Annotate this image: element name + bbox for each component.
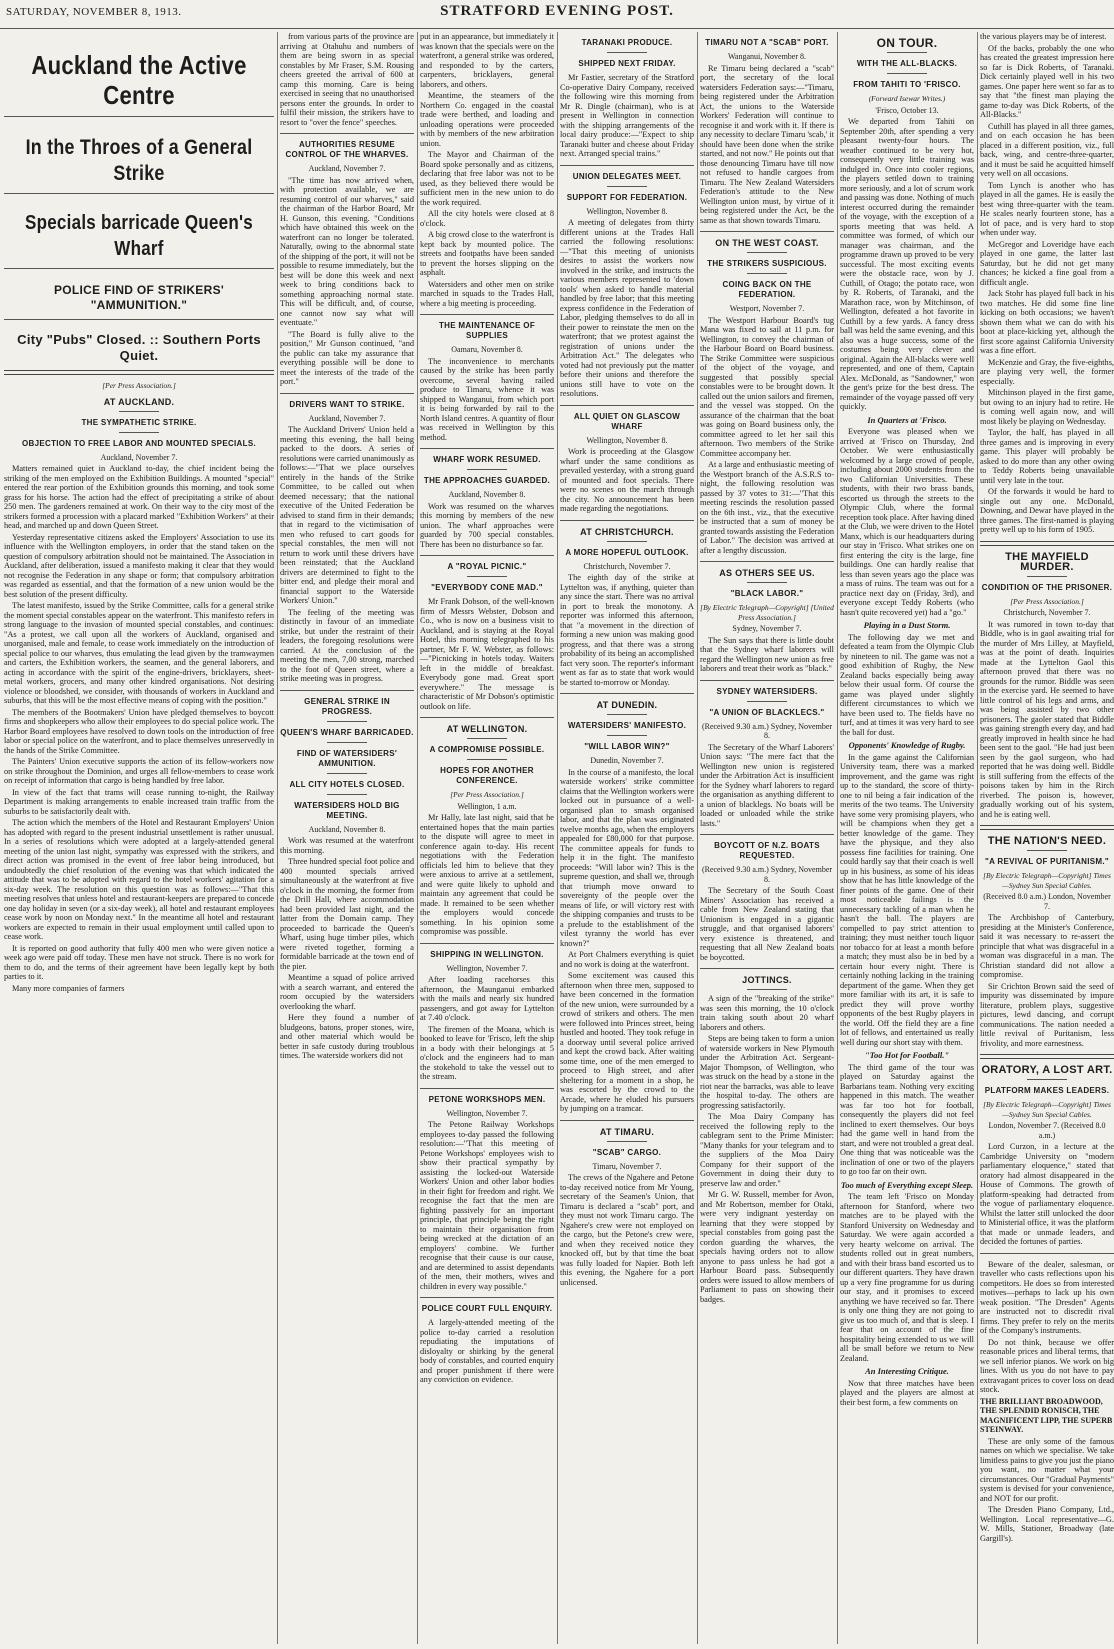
article-paragraph: In the course of a manifesto, the local waterside workers' strike committee claims that the Wellington workers were locked out in pursuance of a well-organised plan to smash organised labor, and that the plan was originated twelve months ago, when the employers appealed for £80,000 for that purpose. The committee appeals for funds to help it in the fight. The manifesto proceeds: "Will labor win? This is the supreme question, and shall we, through that triumph move onward to sovereignty of the people over the means of life, or will victory rest with the shipping companies and trusts to be a prelude to the establishment of the vilest tyranny the world has ever known?" [560, 767, 694, 948]
advert-piano-brands: THE BRILLIANT BROADWOOD, THE SPLENDID RONISCH, THE MAGNIFICENT LIPP, THE SUPERB STEINWAY. [980, 1396, 1113, 1434]
divider [4, 370, 274, 375]
section-head: AT CHRISTCHURCH. [580, 526, 674, 537]
article-paragraph: McGregor and Loveridge have each played in one game, the latter last Saturday, but he did not get many chances; he kicked a fine goal from a difficult angle. [980, 239, 1114, 287]
section-head: POLICE COURT FULL ENQUIRY. [421, 1304, 553, 1313]
section-head: ALL QUIET ON GLASCOW WHARF [573, 411, 681, 431]
divider [467, 738, 507, 739]
article-paragraph: In the game against the Californian University team, there was a marked improvement, and the game was right up to the standard, the score of thirty-one to nil being a fair indication of the merits of the two teams. The University have some very promising players, who will be champions when they get a better knowledge of the game. They have the physique, and they also possess fine facilities for training. One could hardly say that their coach is well up in his business, as some of his ideas show that he has little knowledge of the finer points of the game. One of their most noticeable failings is the unnecessary tackling of a man when he hasn't the ball. The players are compelled to pay strict attention to training; they must neither touch liquor nor tobacco for at least a month before a match; they must also be in bed by a certain hour every night. There is certainly nothing lacking in the training department of the game. When they get more familiar with its art, it is safe to predict they will prove worthy opponents of the best Rugby players in the world. Off the field they are a fine lot of fellows, and entertained us really well during our short stay with them. [840, 752, 974, 1047]
article-paragraph: It was rumored in town to-day that Biddle, who is in gaol awaiting trial for the murder of Mrs Lilley, at Mayfield, was at the point of death. Inquiries made at the Lyttelton Gaol this afternoon proved that there was no grounds for the rumor. Biddle was seen in the exercise yard. He seemed to have little control of his legs and arms, and was being assisted by two other prisoners. The gaoler stated that Biddle was gaining strength every day, and had greatly improved in health since he had been sent to the gaol. "He had just been seen by the gaol surgeon, who had reported that he was doing well. Biddle is still suffering from the effects of the poisons taken by him in the Rirch riverbed. The poison is, however, gradually working out of his system, and he is eating well. [980, 619, 1114, 819]
divider [607, 186, 647, 187]
column-rule [557, 32, 558, 1644]
article-paragraph: the various players may be of interest. [980, 32, 1107, 41]
dateline: (Received 8.0 a.m.) London, November 7. [983, 892, 1111, 911]
article-paragraph: The Sun says that there is little doubt that the Sydney wharf laborers will regard the Wellington new union as free laborers and treat their work as "black." [700, 635, 834, 673]
press-credit: [Per Press Association.] [102, 381, 176, 390]
article-paragraph: "The time has now arrived when, with protection available, we are resuming control of our wharves," said the chairman of the Harbor Board, Mr H. Gunson, this evening. "Conditions which have obtained this week on the waterfront can no longer be tolerated. Naturally, owing to the abnormal state of the shipping of the port, it will not be possible to resume immediately, but the best will be done this week and next week to bring conditions back to something approaching normal state. This will be difficult, and, of course, one cannot now say what will eventuate." [280, 175, 414, 327]
dateline: Auckland, November 7. [308, 413, 386, 423]
article-paragraph: Three hundred special foot police and 400 mounted specials arrived simultaneously at the waterfront at five o'clock in the morning, the former from the Drill Hall, where accommodation had been provided last night, and the latter from the Domain camp. They proceeded to barricade the Queen's Wharf, using huge timber piles, which were riveted together, forming a formidable barricade at the town end of the pier. [280, 857, 414, 971]
advert-paragraph: Do not think, because we offer reasonable prices and liberal terms, that we sell inferior pianos. We work on big lines. With us you do not have to pay extravagant prices to cover loss on dead stock. [980, 1337, 1114, 1394]
cross-head: Too much of Everything except Sleep. [840, 1179, 974, 1190]
headline-police-find: POLICE FIND OF STRIKERS' "AMMUNITION." [53, 283, 225, 312]
cross-head: Opponents' Knowledge of Rugby. [848, 740, 966, 750]
column-rule [977, 32, 978, 1644]
sub-head: SUPPORT FOR FEDERATION. [566, 192, 688, 202]
article-paragraph: The feeling of the meeting was distinctly in favour of an immediate strike, but under the restraint of their leaders, the foregoing resolutions were carried. At the conclusion of the meeting the men, 7,00 strong, marched to the foot of Queen street, where a strike meeting was in progress. [280, 607, 414, 683]
article-paragraph: Now that three matches have been played and the players are almost at their best form, a few comments on [840, 1378, 974, 1407]
section-head: SHIPPING IN WELLINGTON. [430, 949, 544, 959]
dateline: Oamaru, November 8. [451, 345, 523, 354]
divider [747, 701, 787, 702]
article-paragraph: Sir Crichton Brown said the seed of impurity was disseminated by impure literature, problem plays, suggestive pictures, lewd dancing, and corrupt communications. The nation needed a little revival of Puritanism, less frivolity, and more earnestness. [980, 981, 1114, 1048]
sub-head: SHIPPED NEXT FRIDAY. [578, 59, 676, 68]
article-paragraph: The Petone Railway Workshops employees to-day passed the following resolution:—"That this meeting of Petone Workshops' employees wish to show their practical sympathy by assisting the locked-out Waterside Workers' Union and other labor bodies in their fight for freedom and right. We recognise the fact that the men are fighting passively for an important principle, that principle being the right to maintain their organisation from being wrecked at the dictation of an employers' combine. We further recognise that their cause is our cause, and are determined to assist dependants of the men, their mothers, wives and children in every way possible." [420, 1120, 554, 1291]
cross-head: "Too Hot for Football." [864, 1050, 950, 1060]
divider [327, 721, 367, 722]
sub-head: "BLACK LABOR." [730, 589, 804, 598]
article-paragraph: Of the forwards it would be hard to single out any one. McDonald, Downing, and Dewar have played in the three games. The first-named is playing pretty well up to his form of 1905. [980, 487, 1114, 534]
article-paragraph: The Moa Dairy Company has received the following reply to the cablegram sent to the Prime Minister: "Many thanks for your telegram and to the suppliers of the Moa Dairy Company for their support of the Government in doing their duty to preserve law and order." [700, 1112, 834, 1188]
dateline: Wanganui, November 8. [728, 52, 806, 61]
advert-paragraph: The Dresden Piano Company, Ltd., Wellington. Local representative—G. W. Mills, Stationer, Broadway (late Gargill's). [980, 1505, 1114, 1543]
divider [980, 541, 1114, 546]
column-4 [560, 32, 694, 1644]
divider [980, 1253, 1114, 1254]
divider [420, 717, 554, 718]
column-rule [697, 32, 698, 1644]
dateline: Westport, November 7. [729, 304, 805, 313]
dateline: Timaru, November 7. [592, 1161, 662, 1171]
divider [607, 541, 647, 542]
article-paragraph: The Mayor and Chairman of the Board spoke personally and as citizens, declaring that free labor was not to be used, as they believed there would be sufficient men in the new union to do the work required. [420, 150, 554, 207]
lead-headline-block [4, 50, 274, 391]
sub-head: THE APPROACHES GUARDED. [423, 476, 551, 485]
sub-head: CONDITION OF THE PRISONER. [981, 582, 1113, 592]
press-credit: [By Electric Telegraph—Copyright] [United Press Association.] [700, 603, 834, 622]
section-head: UNION DELEGATES MEET. [572, 171, 682, 181]
article-paragraph: Mr Frank Dobson, of the well-known firm of Messrs Webster, Dobson and Co., who is now on a business visit to Auckland, and is staying at the Royal Hotel, this morning telegraphed to his partner, Mr F. W. Webster, as follows:—"Picnicking in hotels today. Waiters left in the middle of breakfast. Everybody gone mad. Great sport everywhere." The message is characteristic of Mr Dobson's optimistic outlook on life. [420, 597, 554, 711]
divider [420, 555, 554, 556]
issue-date: SATURDAY, NOVEMBER 8, 1913. [6, 6, 182, 18]
headline-pubs-closed: City "Pubs" Closed. :: Southern Ports Quiet. [17, 332, 261, 363]
section-head: JOTTINCS. [742, 975, 792, 985]
article-paragraph: Mr G. W. Russell, member for Avon, and Mr Robertson, member for Otaki, were very indignant yesterday on learning that they were stopped by special constables from going past the cordon guarding the wharves, the specials having orders not to allow anyone to pass unless he had got a Harbour Board pass. Subsequently orders were issued to allow members of Parliament to pass on showing their badges. [700, 1190, 834, 1304]
masthead [0, 0, 1114, 29]
section-head: BOYCOTT OF N.Z. BOATS REQUESTED. [714, 841, 820, 860]
sub-head: WATERSIDERS HOLD BIG MEETING. [294, 800, 400, 820]
section-head: AUTHORITIES RESUME CONTROL OF THE WHARVES. [285, 140, 409, 159]
divider [420, 1088, 554, 1089]
column-rule [417, 32, 418, 1644]
dateline: Auckland, November 7. [100, 452, 178, 462]
column-2 [280, 32, 414, 1644]
sub-head: FIND OF WATERSIDERS' AMMUNITION. [296, 748, 398, 768]
sub-head: THE STRIKERS SUSPICIOUS. [707, 259, 827, 268]
article-paragraph: Matters remained quiet in Auckland to-day, the chief incident being the striking of the men employed on the Exhibition Buildings. A mounted "special" entered the rear portion of the Exhibition grounds this morning, and took some grass for his horse. The action had the effect of precipitating a strike of about 250 men. The gardeners remained at work. On their way to the city most of the strikers formed a procession with a placard marked "Exhibition Workers" at their head, and marched up and down Queen Street. [4, 464, 274, 530]
divider [327, 742, 367, 743]
sub-head: HOPES FOR ANOTHER CONFERENCE. [440, 766, 534, 785]
article-paragraph: Many more companies of farmers [12, 983, 125, 993]
section-head: ORATORY, A LOST ART. [981, 1064, 1113, 1076]
divider [747, 989, 787, 990]
dateline: 'Frisco, October 13. [875, 105, 939, 115]
article-paragraph: The third game of the tour was played on Saturday against the Barbarians team. Nothing very exciting happened in this match. The weather was far too hot for football, consequently the players did not feel inclined to exert themselves. Our boys had the game well in hand from the start, and were not troubled a great deal. One thing that was noticeable was the inclination of one or two of the players to go too far on their own. [840, 1062, 974, 1176]
article-paragraph: Mitchinson played in the first game, but owing to an injury had to retire. He is coming well again now, and will most likely be playing on Wednesday. [980, 388, 1114, 426]
sub-head: "WILL LABOR WIN?" [584, 742, 670, 751]
article-paragraph: The Painters' Union executive supports the action of its fellow-workers now on strike throughout the Dominion, and urges all fellow-members to cease work on receipt of information that cargo is being handled by free labor. [4, 757, 274, 785]
section-head: THE NATION'S NEED. [987, 835, 1107, 847]
sub-head: COING BACK ON THE FEDERATION. [722, 280, 812, 299]
sub-head: OBJECTION TO FREE LABOR AND MOUNTED SPECIALS. [22, 438, 256, 448]
divider [607, 735, 647, 736]
article-paragraph: The following day we met and defeated a team from the Olympic Club by nineteen to nil. The game was not a good exhibition of Rugby, the New Zealand backs especially being away below their usual form. Of course the game was played under slightly different circumstances to which we have been used to. The fields have no turf, and at times it was very hard to see the ball for dust. [840, 632, 974, 737]
dateline: Christchurch, November 7. [583, 561, 671, 571]
headline-main: Auckland the Active Centre [31, 50, 247, 110]
press-credit: [By Electric Telegraph—Copyright] Times—Sydney Sun Special Cables. [983, 871, 1111, 890]
divider [887, 73, 927, 74]
advert-paragraph: These are only some of the famous names on which we specialise. We take limitless pains to give you just the piano you want, no matter what your circumstances. Our "Gradual Payments" system is devised for your convenience, and NOT for our profit. [980, 1436, 1114, 1503]
divider [700, 834, 834, 835]
section-head: THE MAINTENANCE OF SUPPLIES [438, 321, 536, 340]
article-paragraph: Of the backs, probably the one who has created the greatest impression here so far is Dick Roberts, of Taranaki. Dick certainly played well in his two games. One paper here went so far as to say that "the finest man playing the game to-day was Dick Roberts, of the All-Blacks." [980, 43, 1114, 119]
article-paragraph: Meantime, the steamers of the Northern Co. engaged in the coastal trade were berthed, and loading and unloading operations were proceeded with by members of the new arbitration union. [420, 91, 554, 148]
column-rule [277, 32, 278, 1644]
divider [747, 273, 787, 274]
article-paragraph: The firemen of the Moana, which is booked to leave for 'Frisco, left the ship in a body with their belongings at 5 o'clock and the engineers had to man the stokehold to take the vessel out to the stream. [420, 1024, 554, 1081]
divider [560, 1120, 694, 1121]
article-paragraph: All the city hotels were closed at 8 o'clock. [420, 209, 554, 228]
dateline: London, November 7. (Received 8.0 a.m.) [988, 1121, 1106, 1140]
article-paragraph: At a large and enthusiastic meeting of the Westport branch of the A.S.R.S to-night, the following resolution was passed by 37 votes to 31:—"That this meeting rescinds the resolution passed on the 6th inst., viz., that the executive be instructed that a sum of money be granted towards assisting the Federation of Labor." The decision was arrived at after a lengthy discussion. [700, 460, 834, 555]
article-paragraph: Watersiders and other men on strike marched in squads to the Trades Hall, where a big meeting is proceeding. [420, 279, 554, 308]
article-paragraph: Work was resumed at the waterfront this morning. [280, 836, 414, 855]
article-paragraph: put in an appearance, but immediately it was known that the specials were on the waterfront, a general strike was ordered, and responded to by the carters, carpenters, bricklayers, general laborers, and others. [420, 32, 554, 89]
article-paragraph: "The Board is fully alive to the position," Mr Gunson continued, "and the public can take my assurance that everything possible will be done to meet the interests of the trade of the port." [280, 329, 414, 386]
divider [327, 773, 367, 774]
divider [4, 116, 274, 117]
section-head: A "ROYAL PICNIC." [447, 562, 527, 571]
article-paragraph: Re Timaru being declared a "scab" port, the secretary of the local watersiders Federation says:—"Timaru, being registered under the Arbitration Act, the unions to the Waterside Workers' Federation will continue to recognise it and work with it. If there is any necessity to declare Timaru 'scab,' it should have been done when the strike started, and not now." He points out that those denouncing Timaru have till now not refused to handle cargoes from Timaru. The New Zealand Watersiders Federation's attitude to the New Wellington union must, by virtue of it being registered under the Act, be the same as that shown towards Timaru. [700, 63, 834, 225]
dateline: Sydney, November 7. [732, 624, 802, 633]
headline-tertiary: Specials barricade Queen's Wharf [24, 212, 254, 260]
article-paragraph: Meantime a squad of police arrived with a search warrant, and entered the room occupied by the watersiders overlooking the wharf. [280, 973, 414, 1011]
article-paragraph: Here they found a number of bludgeons, batons, proper stones, wire, and other material which would be better in safe custody during troublous times. The waterside workers did not [280, 1013, 414, 1060]
column-5 [700, 32, 834, 1644]
divider [4, 319, 274, 320]
headline-secondary: In the Throes of a General Strike [25, 136, 253, 185]
section-head: DRIVERS WANT TO STRIKE. [289, 399, 405, 409]
article-paragraph: The Secretary of the Wharf Laborers' Union says: "The mere fact that the Wellington new union is registered under the Arbitration Act is insufficient for the Sydney wharf laborers to regard the organisation as anything different to a union of blacklegs. No boats will be loaded or unloaded while the strike lasts." [700, 742, 834, 828]
dateline: Auckland, November 7. [308, 164, 386, 173]
article-paragraph: Work is proceeding at the Glasgow wharf under the same conditions as prevailed yesterday, with a strong guard of mounted and foot specials. There were no scenes on the march through the city. No announcement has been made regarding the negotiations. [560, 447, 694, 513]
article-paragraph: Jack Stohr has played full back in his two matches. He did some fine line kicking on both occasions; we haven't shown them what we can do with his boot at place-kicking yet, although the first score against California University was a fine effort. [980, 289, 1114, 355]
sub-head: "A REVIVAL OF PURITANISM." [985, 857, 1109, 866]
article-paragraph: The latest manifesto, issued by the Strike Committee, calls for a general strike the moment special constables appear on the waterfront. This manifesto refers in strong language to the invasion of mounted special constables, and continues: "As a protest, we call upon all the workers of Auckland, organised and unorganised, male and female, to cease work immediately on the introduction of special police to our wharves, thus emulating the lead given by the tramwaymen and carters, the Exhibition workers, the seamen, and the general laborers, and acting in accordance with the spirit of the engine-drivers, bricklayers, sheet-metal workers, grocers, and many other kindred organisations. Not desiring violence or bloodshed, we consider, with thousands of workers in Auckland and suburbs, that this will be the most effective means of coping with the position." [4, 601, 274, 705]
article-paragraph: Tom Lynch is another who has played in all the games. He is easily the best wing three-quarter with the team. He scales nearly fourteen stone, has a lot of pace, and is very hard to stop when under way. [980, 180, 1114, 237]
section-head: AS OTHERS SEE US. [719, 568, 815, 578]
column-rule [837, 32, 838, 1644]
divider [607, 714, 647, 715]
dateline: Wellington, November 8. [586, 206, 668, 216]
article-paragraph: After loading racehorses this afternoon, the Maunganui embarked with the mails and nearly six hundred passengers, and got away for Lyttelton at 7.40 o'clock. [420, 975, 554, 1022]
article-paragraph: A meeting of delegates from thirty different unions at the Trades Hall carried the following resolutions:—"That this meeting of unionists desires to assist the workers now involved in the strike, and instructs the various members represented to 'down tools' when asked to handle material handled by free labor; that this meeting express confidence in the Federation of Labor, pledging themselves to do all in their power to reinstate the men on the waterfront; that we protest against the registration of unions under the Arbitration Act." The delegates who voted had not previously put the matter before their unions and therefore the unions still have to vote on the resolutions. [560, 218, 694, 398]
divider [607, 52, 647, 53]
dateline: Christchurch, November 7. [1003, 608, 1091, 617]
divider [420, 314, 554, 315]
article-paragraph: McKenzie and Gray, the five-eighths, are playing very well, the former especially. [980, 357, 1114, 386]
divider [119, 432, 159, 433]
sub-head: ALL CITY HOTELS CLOSED. [289, 779, 405, 789]
column-1 [4, 32, 274, 1644]
article-paragraph: The inconvenience to merchants caused by the strike has been partly overcome, several having railed produce to Timaru, whence it was shipped to Wanganui, from which port it is being forwarded by rail to the North Island centres. A quantity of flour was received in Wellington by this method. [420, 356, 554, 442]
divider [280, 690, 414, 691]
sub-head: "EVERYBODY CONE MAD." [431, 583, 543, 592]
sub-head: "A UNION OF BLACKLECS." [709, 707, 825, 717]
article-paragraph: The Secretary of the South Coast Miners' Association has received a cable from New Zealand stating that Unionism is engaged in a gigantic struggle, and that organised laborers' very existence is threatened, and requesting that all New Zealand boats be boycotted. [700, 886, 834, 962]
column-3 [420, 32, 554, 1644]
divider [1027, 850, 1067, 851]
dateline: Dunedin, November 7. [590, 756, 664, 765]
section-head: SYDNEY WATERSIDERS. [716, 686, 818, 696]
section-head: PETONE WORKSHOPS MEN. [428, 1094, 546, 1104]
divider [607, 1141, 647, 1142]
column-7 [980, 32, 1114, 1644]
article-paragraph: It is reported on good authority that fully 400 men who were given notice a week ago were paid off today. These men have not struck. There is no work for them to do, and the terms of their agreement have been legally kept by both parties to it. [4, 943, 274, 981]
dateline: Wellington, 1 a.m. [457, 801, 517, 811]
press-credit: [Per Press Association.] [450, 790, 524, 799]
divider [420, 448, 554, 449]
sub-head: A COMPROMISE POSSIBLE. [429, 745, 545, 754]
article-paragraph: Lord Curzon, in a lecture at the Cambridge University on "modern parliamentary eloquence," stated that oratory had almost disappeared in the House of Commons. The growth of platform-speaking had detracted from the vogue of parliamentary eloquence. Whilst the latter still unlocked the door to Ministerial office, it was the platform that made or unmade leaders, and decided the fortunes of parties. [980, 1142, 1114, 1246]
section-head: GENERAL STRIKE IN PROGRESS. [304, 696, 390, 716]
divider [467, 469, 507, 470]
dateline: Auckland, November 8. [448, 490, 526, 499]
divider [700, 968, 834, 969]
article-paragraph: Mr Hally, late last night, said that he entertained hopes that the main parties to the dispute will agree to meet in conference again to-day. His recent negotiations with the Federation officials led him to believe that they were anxious to arrive at a settlement, and were quite likely to uphold and maintain any agreement that could be made. It remained to be seen whether the employers would concede something. In his opinion some compromise was possible. [420, 813, 554, 936]
divider [560, 520, 694, 521]
divider [1027, 576, 1067, 577]
divider [420, 1297, 554, 1298]
article-paragraph: A sign of the "breaking of the strike" was seen this morning, the 10 o'clock train taking south about 20 wharf laborers and others. [700, 994, 834, 1032]
article-paragraph: A big crowd close to the waterfront is kept back by mounted police. The streets and footpaths have been sanded to prevent the horses slipping on the asphalt. [420, 230, 554, 277]
article-paragraph: Everyone was pleased when we arrived at 'Frisco on Thursday, 2nd October. We were enthusiastically welcomed by a large crowd of people, including about 2000 students from the two Californian Universities. These students, with their two brass bands, escorted us through the streets to the Olympic Club, where the formal reception took place. After having dined at the Club, we were driven to the Hotel Manx, which is our headquarters during our stay in 'Frisco. What strikes one on first entering the city is the large, fine buildings. One can hardly realise that less than seven years ago the place was a mass of ruins. The team was out for a practice next day on (Friday, 3rd), and everyone except Teddy Roberts (who hasn't quite recovered yet) had a "go." [840, 427, 974, 617]
article-paragraph: Taylor, the half, has played in all three games and is improving in every game. This player will probably be asked to do more than any other owing to Teddy Roberts being unavailable until very late in the tour. [980, 428, 1114, 485]
section-head: AT AUCKLAND. [103, 396, 175, 407]
press-credit: [Per Press Association.] [1010, 596, 1084, 606]
divider [4, 268, 274, 269]
section-head: AT WELLINGTON. [446, 724, 528, 734]
divider [327, 794, 367, 795]
article-paragraph: The crews of the Ngahere and Petone to-day received notice from Mr Young, secretary of the Seamen's Union, that Timaru is declared a "scab" port, and they must not work Timaru cargo. The Ngahere's crew were not employed on the cargo, but the Petone's crew were, and when they received notice they knocked off, but by that time the boat was fully loaded for Napier. Both left this evening, the Ngahere for a port unlicensed. [560, 1173, 694, 1287]
sub-head: FROM TAHITI TO 'FRISCO. [853, 80, 961, 89]
divider [700, 680, 834, 681]
divider [280, 133, 414, 134]
cross-head: An Interesting Critique. [865, 1366, 949, 1376]
newspaper-title: STRATFORD EVENING POST. [440, 3, 674, 19]
article-paragraph: Steps are being taken to form a union of waterside workers in New Plymouth under the Arbitration Act. Sergeant-Major Thompson, of Wellington, who was struck on the head by a stone in the riot near the barracks, was able to leave the hospital to-day. The others are progressing satisfactorily. [700, 1034, 834, 1110]
dateline: (Received 9.30 a.m.) Sydney, November 8. [701, 721, 833, 740]
divider [420, 943, 554, 944]
sub-head: "SCAB" CARGO. [592, 1147, 662, 1157]
sub-head: PLATFORM MAKES LEADERS. [984, 1086, 1110, 1095]
press-credit: [By Electric Telegraph—Copyright] Times—Sydney Sun Special Cables. [983, 1100, 1111, 1119]
article-paragraph: In view of the fact that trams will cease running to-night, the Railway Department is making arrangements to enable increased train traffic from the suburbs to be satisfactorily dealt with. [4, 787, 274, 816]
divider [119, 411, 159, 412]
advert-paragraph: Beware of the dealer, salesman, or traveller who casts reflections upon his competitors. He does so from interested motives—perhaps to lack up his own weak position. "The Dresden" Agents are instructed not to discredit rival firms. They prefer to rely on the merits of the Company's instruments. [980, 1259, 1114, 1335]
article-paragraph: Work was resumed on the wharves this morning by members of the new union. The wharf approaches were guarded by 700 special constables. There has been no disturbance so far. [420, 501, 554, 549]
article-paragraph: A largely-attended meeting of the police to-day carried a resolution repudiating the imputations of disloyalty or shirking by the general body of constables, and courted enquiry and proper punishment if there were any conviction on evidence. [420, 1318, 554, 1384]
article-paragraph: Mr Fastier, secretary of the Stratford Co-operative Dairy Company, received the following wire this morning from Mr R. Dingle (chairman), who is at present in Wellington in connection with the shipping arrangements of the local dairy produce:—"Expect to ship Taranaki butter and cheese about Friday next. Arranged special trains." [560, 73, 694, 158]
section-head: AT TIMARU. [599, 1126, 655, 1137]
section-head: ON THE WEST COAST. [715, 238, 819, 248]
section-head: TARANAKI PRODUCE. [581, 38, 673, 47]
divider [747, 252, 787, 253]
divider [560, 165, 694, 166]
article-paragraph: Yesterday representative citizens asked the Employers' Association to use its influence with the Wellington employers, in order that the stand taken on the question of compulsory arbitration should not be maintained. The Association in Auckland, after deliberation, issued a manifesto making it clear that they would not recognise the Federation in any shape or form; that compulsory arbitration was regarded as essential, and that the formation of a new union would be the best solution of the present difficulty. [4, 532, 274, 599]
divider [467, 759, 507, 760]
article-paragraph: The Auckland Drivers' Union held a meeting this evening, the hall being packed to the doors. A series of resolutions were carried unanimously as follows:—"That we place ourselves entirely in the hands of the Strike Committee, to be called out when deemed necessary; that the national executive of the United Federation be advised to stand firm in their demands; that in regard to the victimisation of men who refused to cart goods for special constables, the men will not return to work until these drivers have been reinstated; that the Auckland drivers are determined to fight to the bitter end, and pledge their moral and financial support to the Waterside Workers' Union." [280, 425, 414, 605]
divider [980, 825, 1114, 830]
divider [1027, 1079, 1067, 1080]
sub-head: A MORE HOPEFUL OUTLOOK. [565, 547, 689, 557]
dateline: Wellington, November 7. [446, 963, 528, 973]
article-paragraph: At Port Chalmers everything is quiet and no work is doing at the waterfront. [560, 950, 694, 969]
divider [887, 52, 927, 53]
article-paragraph: The eighth day of the strike at Lyttelton was, if anything, quieter than any since the start. There was no arrival in port to break the monotony. A reporter was informed this afternoon, that "a movement in the direction of forming a new union was making good progress, and that there was a strong probability of its being an accomplished fact very soon. The reporter's informant went as far as to state that work would be started to-morrow or Monday. [560, 573, 694, 687]
article-paragraph: Cuthill has played in all three games, and on each occasion he has been placed in a different position, viz., full back, wing, and centre-three-quarter, and it must be said he acquitted himself very well on all occasions. [980, 121, 1114, 178]
divider [700, 231, 834, 232]
divider [4, 193, 274, 194]
sub-head: QUEEN'S WHARF BARRICADED. [280, 727, 414, 737]
dateline: Wellington, November 7. [446, 1108, 528, 1118]
press-credit: (Forward Isewar Writes.) [868, 94, 946, 103]
article-paragraph: The Westport Harbour Board's tug Mana was fixed to sail at 11 p.m. for Wellington, to convey the chairman of the Harbour Board on Board business. The Strike Committee were suspicious of the object of the voyage, and suggested that possibly special constables were to be brought down. It called out the union sailors and firemen, and the vessel was stopped. On the assurance of the chairman that the boat was going on Board business only, the committee agreed to let her sail this afternoon. Two members of the Strike Committee accompany her. [700, 315, 834, 458]
article-paragraph: We departed from Tahiti on September 20th, after spending a very pleasant twenty-four hours. The weather continued to be very hot, consequently very little training was indulged in. Once into cooler regions, the players settled down to training more seriously, and a lot of scrum work and passing was done. Nothing of much interest occurred during the remainder of the voyage, with the exception of a sports meeting that was held. A committee was formed, of which our manager was chairman, and the programme drawn up proved to be very successful. The most exciting events were the obstacle race, won by J. Cuthill, of Otago; the potato race, won by R. Roberts, of Taranaki, and the Marathon race, won by Mitchinson, of Wellington, defeated a hot favorite in Cuthill by a few yards. A fancy dress ball was held the same evening, and this also was a huge success, some of the costumes being very clever and original. Again the All-blacks were well represented, and one of them, Captain Alex. McDonald, as "Sandowner," won the gent's prize for the best dress. The remainder of the voyage passed off very quickly. [840, 117, 974, 411]
article-paragraph: from various parts of the province are arriving at Otahuhu and numbers of them are being sworn in as special constables by Mr Fraser, S.M. Rousing cheers greeted the arrival of 600 at camp this morning. Care is being exercised in seeing that no unauthorised persons enter the grounds. In order to fulfil their mission, the strikers have to resort to "over the fence" speeches. [280, 32, 414, 127]
section-head: WHARF WORK RESUMED. [433, 455, 541, 464]
dateline: Wellington, November 8. [586, 435, 668, 445]
sub-head: WITH THE ALL-BLACKS. [856, 59, 958, 68]
cross-head: In Quarters at 'Frisco. [867, 414, 947, 425]
sub-head: WATERSIDERS' MANIFESTO. [567, 721, 687, 730]
article-paragraph: Some excitement was caused this afternoon when three men, supposed to have been concerned in the formation of the new union, were surrounded by a crowd of strikers and others. The men were followed into Princes street, being hustled and hooted. They took refuge in a doorway until several police arrived and kept the crowd back. After waiting some time, one of the men emerged to proceed to High street, and after sheltering for a moment in a shop, he was escorted by the crowd to the Arcade, where he eluded his pursuers by jumping on a tramcar. [560, 971, 694, 1113]
divider [700, 561, 834, 562]
sub-head: THE SYMPATHETIC STRIKE. [81, 417, 197, 427]
divider [560, 405, 694, 406]
divider [280, 393, 414, 394]
article-paragraph: The team left 'Frisco on Monday afternoon for Stanford, where two matches are to be played with the Stanford University on Wednesday and Saturday. We were again accorded a very hearty welcome on arrival. The students rolled out in great numbers, and with their brass band escorted us to our different quarters. They have drawn up a very fine programme for us during our stay, and it promises to exceed anything we have received so far. There is only one thing they are not going to give us too much of, and that is sleep. I fear that on account of the fine hospitality being extended to us we will all be small before we return to New Zealand. [840, 1192, 974, 1363]
dateline: Auckland, November 8. [308, 824, 386, 834]
section-head: ON TOUR. [876, 36, 938, 50]
section-head: THE MAYFIELD MURDER. [1005, 550, 1089, 573]
divider [980, 1054, 1114, 1059]
column-6 [840, 32, 974, 1644]
article-paragraph: The members of the Bootmakers' Union have pledged themselves to boycott firms and shopkeepers who allow their employees to do special police work. The Harbor Board employees have resolved to down tools on the introduction of free labor or special police on the waterfront, and to place themselves unreservedly in the hands of the Strike Committee. [4, 707, 274, 755]
divider [467, 576, 507, 577]
divider [747, 582, 787, 583]
article-paragraph: The action which the members of the Hotel and Restaurant Employers' Union has adopted with regard to the present industrial unsettlement is rather unusual. In a series of resolutions which were adopted at a largely-attended general meeting of the union last night, sympathy was expressed with the strikers, and direct action was promised in the event of free labor being introduced, but undoubtedly the chief resolution of the evening was that which indicated the attitude that was to be adopted with regard to the hotel workers' agitation for a six-day week. The resolution on this question was as follows:—"That this meeting resolves that unless hotel and restaurant-keepers are prepared to concede one day holiday in seven (or a six-day week), all hotel and restaurant employees cease work by noon on Monday next." In the meantime all hotel and restaurant workers are expected to remain in their usual employment until called upon to cease work. [4, 818, 274, 941]
cross-head: Playing in a Dust Storm. [863, 620, 951, 630]
section-head: TIMARU NOT A "SCAB" PORT. [705, 38, 829, 47]
divider [560, 693, 694, 694]
dateline: (Received 9.30 a.m.) Sydney, November 8. [701, 865, 833, 884]
section-head: AT DUNEDIN. [596, 700, 658, 710]
article-paragraph: The Archbishop of Canterbury, presiding at the Minister's Conference, said it was necessary to re-assert the principle that what was disgraceful in a woman was disgraceful in a man. The Christian standard did not allow a compromise. [980, 913, 1114, 979]
